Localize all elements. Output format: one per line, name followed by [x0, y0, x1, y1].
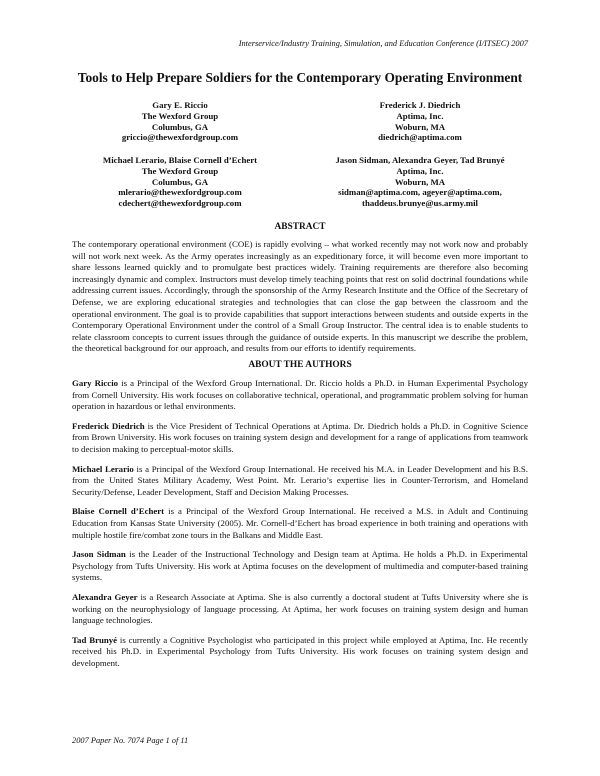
bio-name: Gary Riccio	[72, 378, 119, 388]
author-name: Jason Sidman, Alexandra Geyer, Tad Brunyé	[335, 155, 505, 165]
author-block-diedrich	[305, 100, 535, 143]
bio-diedrich	[72, 421, 528, 456]
author-email: griccio@thewexfordgroup.com	[121, 132, 239, 143]
author-location: Columbus, GA	[151, 176, 209, 187]
author-name: Frederick J. Diedrich	[379, 100, 461, 110]
bio-text: is currently a Cognitive Psychologist who participated in this project while employed at Aptima, Inc. He recently received his Ph.D. in Experimental Psychology from Tufts University. His work focuses on training system design and development.	[72, 634, 528, 668]
bio-name: Tad Brunyé	[72, 634, 118, 645]
bio-brunye	[72, 635, 528, 670]
author-affiliation: The Wexford Group	[141, 110, 219, 121]
author-location: Columbus, GA	[151, 121, 209, 132]
author-affiliation: The Wexford Group	[141, 165, 219, 176]
bio-sidman	[72, 549, 528, 584]
bio-text: is the Vice President of Technical Operations at Aptima. Dr. Diedrich holds a Ph.D. in Cognitive Science from Brown University. His work focuses on training system design and development for a range of applications from teamwork to decision making to perceptual-motor skills.	[72, 420, 528, 454]
author-affiliation: Aptima, Inc.	[396, 165, 444, 176]
bio-text: is a Research Associate at Aptima. She is also currently a doctoral student at Tufts University where she is working on the neurophysiology of language processing. At Aptima, her work focuses on training system design and human language technologies.	[72, 591, 528, 626]
author-bios	[72, 378, 528, 677]
abstract-text: The contemporary operational environment (COE) is rapidly evolving – what worked recently may not work now and probably will not work next week. As the Army operates increasingly as an expeditionary force, it will become even more important to share lessons learned quickly and to promulgate best practices widely. Training requirements are therefore also becoming increasingly dynamic and complex. Instructors must develop timely teaching points that rest on solid doctrinal foundations while addressing current issues. Accordingly, through the sponsorship of the Army Research Institute and the Office of the Secretary of Defense, we are exploring educational strategies and technologies that can close the gap between the classroom and the operational environment. The goal is to provide capabilities that support interactions between students and outside experts in the Contemporary Operational Environment under the control of a Small Group Instructor. The central idea is to enable students to relate classroom concepts to current issues through the guidance of outside experts. In this manuscript we describe the problem, the theoretical background for our approach, and results from our efforts to identify requirements.	[72, 239, 528, 354]
bio-text: is a Principal of the Wexford Group International. Dr. Riccio holds a Ph.D. in Human Experimental Psychology from Cornell University. His work focuses on collaborative technical, operational, and programmatic problem solving for human operation in hazardous or lethal environments.	[72, 378, 528, 412]
bio-text: is a Principal of the Wexford Group International. He received a M.S. in Adult and Continuing Education from Kansas State University (2005). Mr. Cornell-d’Echert has broad experience in both training and operations with multiple hostile fire/combat zone tours in the Balkans and Middle East.	[72, 506, 529, 540]
bio-name: Blaise Cornell d’Echert	[72, 506, 165, 517]
author-block-sidman	[305, 155, 535, 209]
paper-title: Tools to Help Prepare Soldiers for the Contemporary Operating Environment	[77, 70, 523, 85]
author-block-lerario	[65, 155, 295, 209]
bio-text: is a Principal of the Wexford Group International. He received his M.A. in Leader Development and his B.S. from the United States Military Academy, West Point. Mr. Lerario’s expertise lies in Counter-Terrorism, and Homeland Security/Defense, Leader Development, Staff and Decision Making Processes.	[72, 463, 529, 497]
author-email: sidman@aptima.com, ageyer@aptima.com,	[338, 187, 502, 198]
abstract-heading: ABSTRACT	[274, 222, 326, 232]
conference-header: Interservice/Industry Training, Simulation, and Education Conference (I/ITSEC) 2007	[238, 39, 528, 48]
bio-name: Alexandra Geyer	[72, 591, 138, 602]
page-footer: 2007 Paper No. 7074 Page 1 of 11	[72, 736, 189, 745]
author-location: Woburn, MA	[394, 176, 446, 187]
author-block-riccio	[65, 100, 295, 143]
about-authors-heading: ABOUT THE AUTHORS	[248, 360, 352, 370]
bio-geyer	[72, 592, 528, 627]
author-email: mlerario@thewexfordgroup.com	[118, 187, 242, 198]
author-email: thaddeus.brunye@us.army.mil	[362, 198, 478, 209]
author-location: Woburn, MA	[394, 121, 446, 132]
bio-riccio	[72, 378, 528, 413]
author-affiliation: Aptima, Inc.	[396, 110, 444, 121]
bio-name: Jason Sidman	[72, 549, 126, 560]
author-name: Gary E. Riccio	[152, 100, 208, 110]
bio-name: Michael Lerario	[72, 463, 134, 474]
author-email: diedrich@aptima.com	[378, 132, 462, 143]
bio-text: is the Leader of the Instructional Technology and Design team at Aptima. He holds a Ph.D. in Experimental Psychology from Tufts University. His work at Aptima focuses on the development of multimedia and computer-based training systems.	[72, 549, 529, 583]
bio-name: Frederick Diedrich	[72, 420, 145, 431]
bio-cornell-dechert	[72, 506, 528, 541]
author-name: Michael Lerario, Blaise Cornell d’Echert	[102, 155, 258, 165]
author-email: cdechert@thewexfordgroup.com	[118, 198, 242, 209]
bio-lerario	[72, 464, 528, 499]
